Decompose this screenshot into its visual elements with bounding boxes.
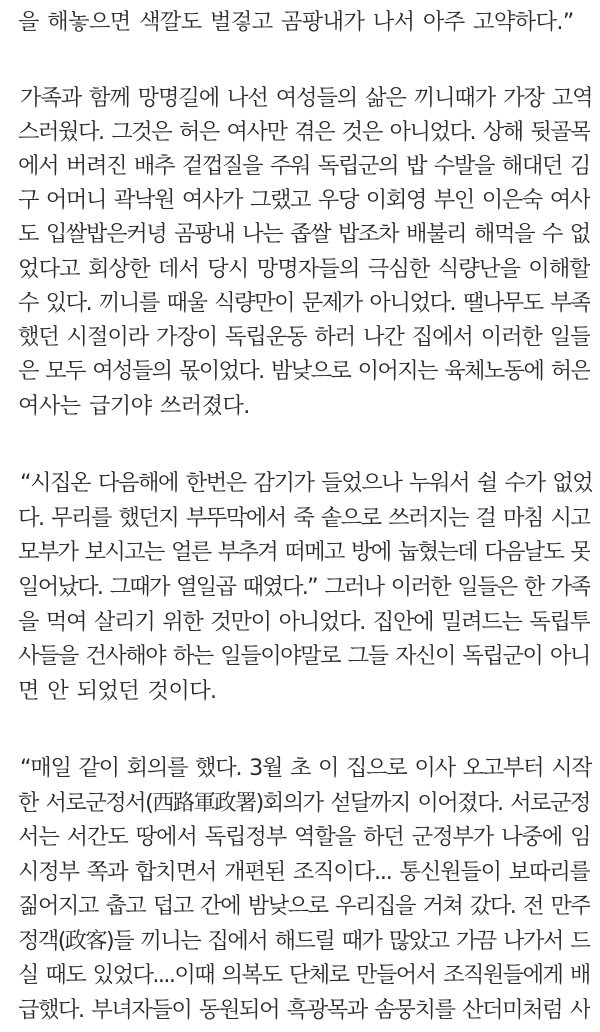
text-line: 었다고 회상한 데서 당시 망명자들의 극심한 식량난을 이해할 xyxy=(18,256,590,282)
text-line: 한 서로군정서(西路軍政署)회의가 섣달까지 이어졌다. 서로군정 xyxy=(18,790,590,816)
text-line: 모부가 보시고는 얼른 부추겨 떠메고 방에 눕혔는데 다음날도 못 xyxy=(18,539,590,565)
text-line: 정객(政客)들 끼니는 집에서 해드릴 때가 많았고 가끔 나가서 드 xyxy=(18,928,590,954)
text-line: 했던 시절이라 가장이 독립운동 하러 나간 집에서 이러한 일들 xyxy=(18,324,590,350)
text-line: 구 어머니 곽낙원 여사가 그랬고 우당 이회영 부인 이은숙 여사 xyxy=(18,187,590,213)
text-line: “매일 같이 회의를 했다. 3월 초 이 집으로 이사 오고부터 시작 xyxy=(20,755,592,781)
text-line: 서는 서간도 땅에서 독립정부 역할을 하던 군정부가 나중에 임 xyxy=(18,824,590,850)
text-line: 도 입쌀밥은커녕 곰팡내 나는 좁쌀 밥조차 배불리 해먹을 수 없 xyxy=(18,221,590,247)
text-line: 사들을 건사해야 하는 일들이야말로 그들 자신이 독립군이 아니 xyxy=(18,643,590,669)
text-line: 은 모두 여성들의 몫이었다. 밤낮으로 이어지는 육체노동에 허은 xyxy=(18,358,590,384)
text-line: 급했다. 부녀자들이 동원되어 흑광목과 솜뭉치를 산더미처럼 사 xyxy=(18,997,590,1023)
text-line: 면 안 되었던 것이다. xyxy=(18,678,217,704)
text-line: 가족과 함께 망명길에 나선 여성들의 삶은 끼니때가 가장 고역 xyxy=(20,85,592,111)
text-line: 에서 버려진 배추 겉껍질을 주워 독립군의 밥 수발을 해대던 김 xyxy=(18,153,590,179)
text-line: 다. 무리를 했던지 부뚜막에서 죽 솥으로 쓰러지는 걸 마침 시고 xyxy=(18,505,590,531)
text-line: 일어났다. 그때가 열일곱 때였다.” 그러나 이러한 일들은 한 가족 xyxy=(18,574,590,600)
text-line: 을 먹여 살리기 위한 것만이 아니었다. 집안에 밀려드는 독립투 xyxy=(18,609,590,635)
text-line: 을 해놓으면 색깔도 벌겋고 곰팡내가 나서 아주 고약하다.” xyxy=(18,9,574,35)
text-line: 스러웠다. 그것은 허은 여사만 겪은 것은 아니었다. 상해 뒷골목 xyxy=(18,119,590,145)
text-line: 짊어지고 춥고 덥고 간에 밤낮으로 우리집을 거쳐 갔다. 전 만주 xyxy=(18,893,590,919)
text-line: 수 있다. 끼니를 때울 식량만이 문제가 아니었다. 땔나무도 부족 xyxy=(18,290,590,316)
text-line: 실 때도 있었다....이때 의복도 단체로 만들어서 조직원들에게 배 xyxy=(18,962,590,988)
text-line: 시정부 쪽과 합치면서 개편된 조직이다... 통신원들이 보따리를 xyxy=(18,859,590,885)
text-line: 여사는 급기야 쓰러졌다. xyxy=(18,393,250,419)
text-line: “시집온 다음해에 한번은 감기가 들었으나 누워서 쉴 수가 없었 xyxy=(20,470,592,496)
